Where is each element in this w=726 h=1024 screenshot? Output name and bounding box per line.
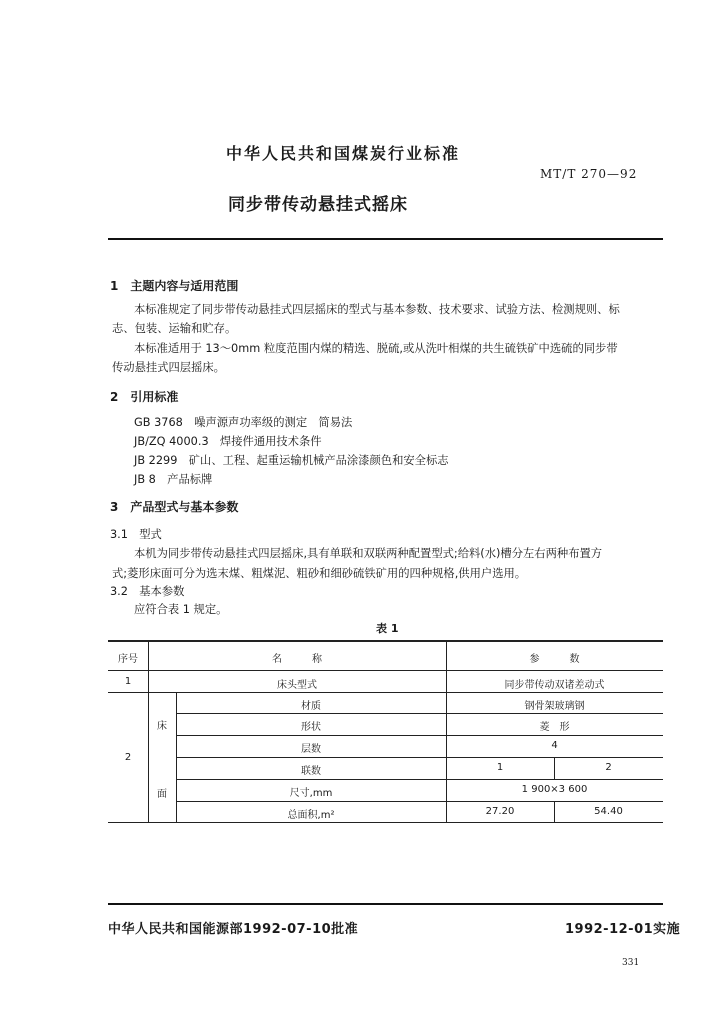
standard-code: MT/T 270—92	[540, 167, 638, 181]
row-side-label: 床	[157, 721, 167, 732]
cell-parameter: 钢骨架玻璃钢	[524, 701, 585, 712]
table-bottom-border	[108, 822, 663, 823]
row-number: 1	[124, 676, 132, 687]
section-3-1-text: 本机为同步带传动悬挂式四层摇床,具有单联和双联两种配置型式;给料(水)槽分左右两种布置方	[134, 547, 603, 560]
table-line	[176, 801, 663, 802]
cell-parameter: 菱 形	[539, 722, 570, 733]
reference-item: JB 2299 矿山、工程、起重运输机械产品涂漆颜色和安全标志	[134, 454, 449, 467]
page-number: 331	[622, 958, 640, 968]
section-1-paragraph-1-cont: 志、包装、运输和贮存。	[112, 322, 237, 335]
section-3-1-text-cont: 式;菱形床面可分为选末煤、粗煤泥、粗砂和细砂硫铁矿用的四种规格,供用户选用。	[112, 567, 527, 580]
cell-parameter: 1 900×3 600	[521, 784, 588, 795]
header-parameter: 参 数	[529, 654, 580, 665]
table-line	[176, 713, 663, 714]
cell-name: 材质	[301, 701, 321, 712]
table-line	[176, 757, 663, 758]
section-1-paragraph-2: 本标准适用于 13～0mm 粒度范围内煤的精选、脱硫,或从洗叶相煤的共生硫铁矿中选硫的同步带	[134, 342, 618, 355]
cell-name: 联数	[301, 766, 321, 777]
cell-name: 形状	[301, 722, 321, 733]
cell-parameter: 1	[496, 762, 504, 773]
reference-item: JB 8 产品标牌	[134, 473, 213, 486]
section-1-paragraph-1: 本标准规定了同步带传动悬挂式四层摇床的型式与基本参数、技术要求、试验方法、检测规则、标	[134, 303, 620, 316]
table-line	[176, 735, 663, 736]
cell-parameter: 2	[605, 762, 612, 773]
document-title: 同步带传动悬挂式摇床	[228, 195, 408, 215]
cell-parameter: 27.20	[485, 806, 515, 817]
row-number: 2	[124, 752, 132, 763]
section-2-heading: 2 引用标准	[110, 390, 179, 404]
section-1-heading: 1 主题内容与适用范围	[110, 279, 239, 293]
reference-item: GB 3768 噪声源声功率级的测定 简易法	[134, 416, 353, 429]
approval-line: 中华人民共和国能源部1992-07-10批准	[108, 922, 359, 937]
header-number: 序号	[118, 654, 138, 665]
table-top-border	[108, 640, 663, 642]
cell-parameter: 54.40	[594, 806, 623, 817]
cell-name: 总面积,m²	[287, 810, 335, 821]
row-side-label: 面	[157, 789, 167, 800]
reference-item: JB/ZQ 4000.3 焊接件通用技术条件	[134, 435, 322, 448]
table-line	[176, 779, 663, 780]
footer-rule	[108, 903, 663, 905]
section-3-2-heading: 3.2 基本参数	[110, 585, 185, 598]
table-line	[108, 670, 663, 671]
cell-parameter: 4	[551, 740, 558, 751]
table-line	[108, 692, 663, 693]
standard-organization: 中华人民共和国煤炭行业标准	[225, 144, 460, 163]
cell-name: 尺寸,mm	[289, 788, 333, 799]
section-1-paragraph-2-cont: 传动悬挂式四层摇床。	[112, 361, 225, 374]
cell-name: 层数	[301, 744, 321, 755]
cell-name: 床头型式	[277, 680, 317, 691]
section-3-1-heading: 3.1 型式	[110, 528, 162, 541]
table-caption: 表 1	[376, 622, 399, 635]
section-3-2-text: 应符合表 1 规定。	[134, 603, 228, 616]
section-3-heading: 3 产品型式与基本参数	[110, 500, 239, 514]
header-name: 名 称	[272, 654, 322, 665]
title-rule	[108, 238, 663, 240]
cell-parameter: 同步带传动双诸差动式	[504, 680, 605, 691]
effective-date: 1992-12-01实施	[565, 922, 681, 937]
